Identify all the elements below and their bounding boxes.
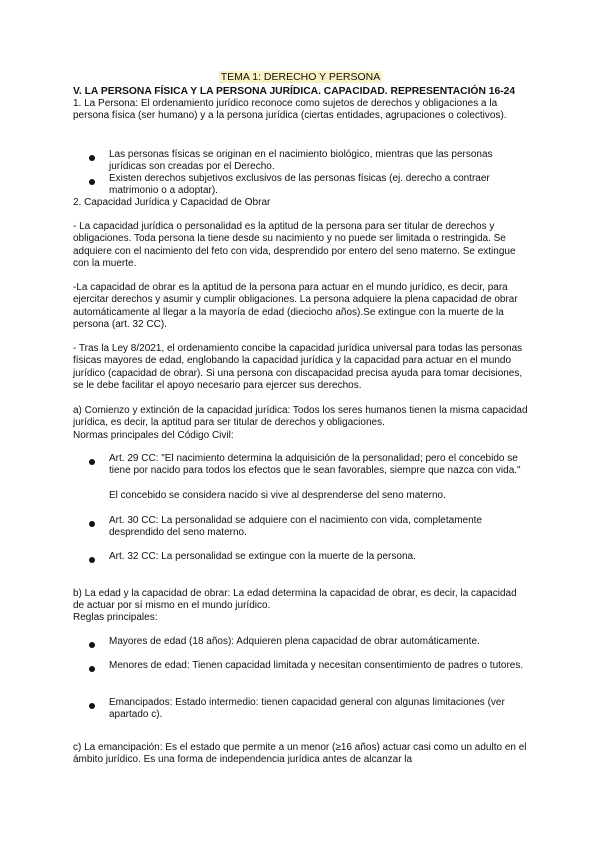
- bullet-dot: [89, 642, 95, 648]
- bullet-dot: [89, 557, 95, 563]
- bullet-dot: [89, 459, 95, 465]
- subheading-capacidad: 2. Capacidad Jurídica y Capacidad de Obrar: [73, 197, 271, 208]
- bullet-art-30: Art. 30 CC: La personalidad se adquiere con el nacimiento con vida, completamente desprendido del seno materno.: [109, 515, 482, 539]
- bullet-derechos-exclusivos: Existen derechos subjetivos exclusivos de las personas físicas (ej. derecho a contraer matrimonio o a adoptar).: [109, 173, 490, 197]
- normas-heading: Normas principales del Código Civil:: [73, 430, 234, 441]
- document-title: TEMA 1: DERECHO Y PERSONA: [220, 71, 381, 83]
- bullet-art-29: Art. 29 CC: "El nacimiento determina la adquisición de la personalidad; pero el concebido se tiene por nacido para todos los efectos que le sean favorables, siempre que nazca con vida.": [109, 453, 521, 477]
- paragraph-edad-capacidad: b) La edad y la capacidad de obrar: La edad determina la capacidad de obrar, es decir, la capacidad de actuar por sí mismo en el mundo jurídico.: [73, 588, 517, 612]
- paragraph-capacidad-obrar: -La capacidad de obrar es la aptitud de la persona para actuar en el mundo jurídico, es decir, para ejercitar derechos y asumir y cumplir obligaciones. La persona adquiere la plena capacidad de obrar automáticamente al llegar a la mayoría de edad (dieciocho años).Se extingue con la muerte de la persona (art. 32 CC).: [73, 282, 518, 330]
- bullet-emancipados: Emancipados: Estado intermedio: tienen capacidad general con algunas limitaciones (ver apartado c).: [109, 697, 505, 721]
- bullet-dot: [89, 703, 95, 709]
- bullet-menores: Menores de edad: Tienen capacidad limitada y necesitan consentimiento de padres o tutores.: [109, 660, 524, 671]
- bullet-art-32: Art. 32 CC: La personalidad se extingue con la muerte de la persona.: [109, 551, 416, 562]
- reglas-heading: Reglas principales:: [73, 612, 158, 623]
- bullet-dot: [89, 521, 95, 527]
- paragraph-capacidad-juridica: - La capacidad jurídica o personalidad es la aptitud de la persona para ser titular de derechos y obligaciones. Toda persona la tiene desde su nacimiento y no puede ser limitada o restringida. Se adquiere con el nacimiento del feto con vida, desprendido por entero del seno materno. Se extingue con la muerte.: [73, 221, 516, 269]
- paragraph-ley-8-2021: - Tras la Ley 8/2021, el ordenamiento concibe la capacidad jurídica universal para todas las personas físicas mayores de edad, englobando la capacidad jurídica y la capacidad para actuar en el mundo jurídico (capacidad de obrar). Si una persona con discapacidad precisa ayuda para tomar decisiones, se le debe facilitar el apoyo necesario para ejercer sus derechos.: [73, 343, 523, 391]
- bullet-dot: [89, 179, 95, 185]
- bullet-dot: [89, 155, 95, 161]
- document-page: [73, 70, 528, 123]
- paragraph-comienzo-extincion: a) Comienzo y extinción de la capacidad jurídica: Todos los seres humanos tienen la misma capacidad jurídica, es decir, la aptitud para ser titular de derechos y obligaciones.: [73, 405, 528, 429]
- bullet-mayores: Mayores de edad (18 años): Adquieren plena capacidad de obrar automáticamente.: [109, 636, 480, 647]
- paragraph-emancipacion: c) La emancipación: Es el estado que permite a un menor (≥16 años) actuar casi como un adulto en el ámbito jurídico. Es una forma de independencia jurídica antes de alcanzar la: [73, 742, 527, 766]
- bullet-art-29-note: El concebido se considera nacido si vive al desprenderse del seno materno.: [109, 490, 446, 501]
- paragraph-persona: 1. La Persona: El ordenamiento jurídico reconoce como sujetos de derechos y obligaciones a la persona física (ser humano) y a la persona jurídica (ciertas entidades, agrupaciones o colectivos).: [73, 98, 507, 122]
- section-heading: V. LA PERSONA FÍSICA Y LA PERSONA JURÍDICA. CAPACIDAD. REPRESENTACIÓN 16-24: [73, 86, 516, 97]
- title-row: [73, 70, 528, 84]
- bullet-origen: Las personas físicas se originan en el nacimiento biológico, mientras que las personas jurídicas son creadas por el Derecho.: [109, 149, 493, 173]
- bullet-dot: [89, 666, 95, 672]
